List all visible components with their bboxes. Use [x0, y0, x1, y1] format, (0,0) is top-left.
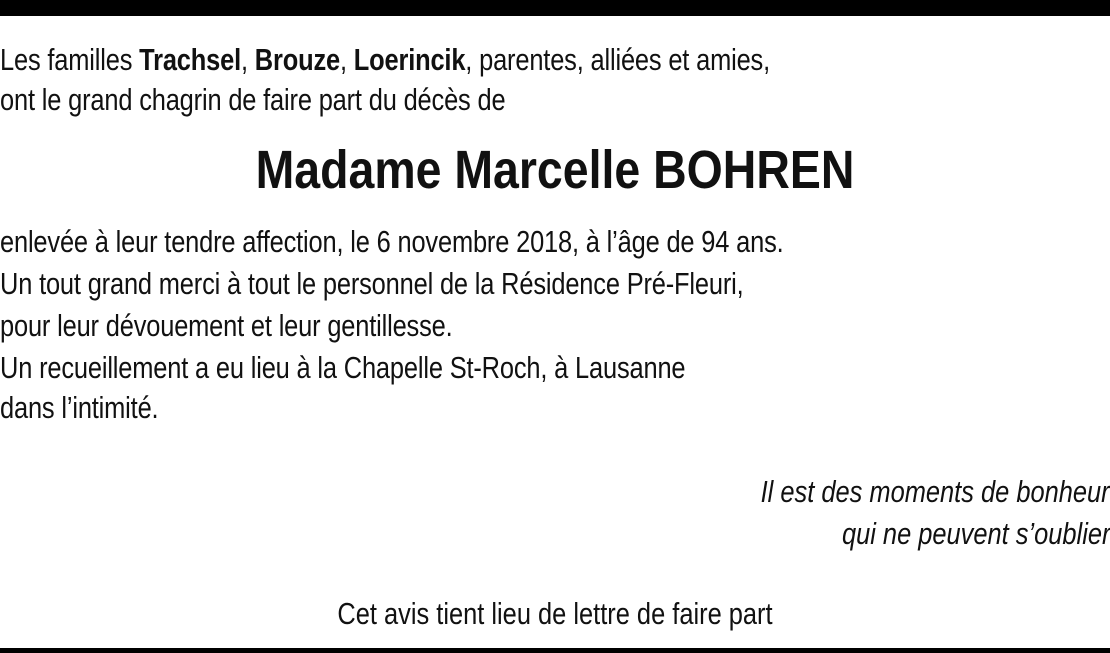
body-line-1: enlevée à leur tendre affection, le 6 novembre 2018, à l’âge de 94 ans.	[0, 224, 784, 259]
intro-suffix: , parentes, alliées et amies,	[465, 42, 770, 77]
intro-prefix: Les familles	[0, 42, 140, 77]
verse-line-1: Il est des moments de bonheur	[760, 474, 1110, 509]
body-line-4: Un recueillement a eu lieu à la Chapelle St-Roch, à Lausanne	[0, 350, 686, 385]
body-line-5: dans l’intimité.	[0, 390, 159, 425]
intro-line-1	[0, 40, 770, 80]
deceased-name: Madame Marcelle BOHREN	[255, 140, 855, 200]
intro-separator-1: ,	[240, 42, 255, 77]
family-name-1: Trachsel	[139, 42, 241, 77]
family-name-3: Loerincik	[353, 42, 466, 77]
intro-line-2: ont le grand chagrin de faire part du décès de	[0, 82, 506, 117]
family-name-2: Brouze	[254, 42, 340, 77]
footer-note: Cet avis tient lieu de lettre de faire part	[337, 596, 773, 631]
verse-line-2: qui ne peuvent s’oublier	[841, 516, 1110, 551]
bottom-border-rule	[0, 648, 1110, 653]
intro-separator-2: ,	[339, 42, 354, 77]
body-line-3: pour leur dévouement et leur gentillesse.	[0, 308, 453, 343]
body-line-2: Un tout grand merci à tout le personnel de la Résidence Pré-Fleuri,	[0, 266, 744, 301]
